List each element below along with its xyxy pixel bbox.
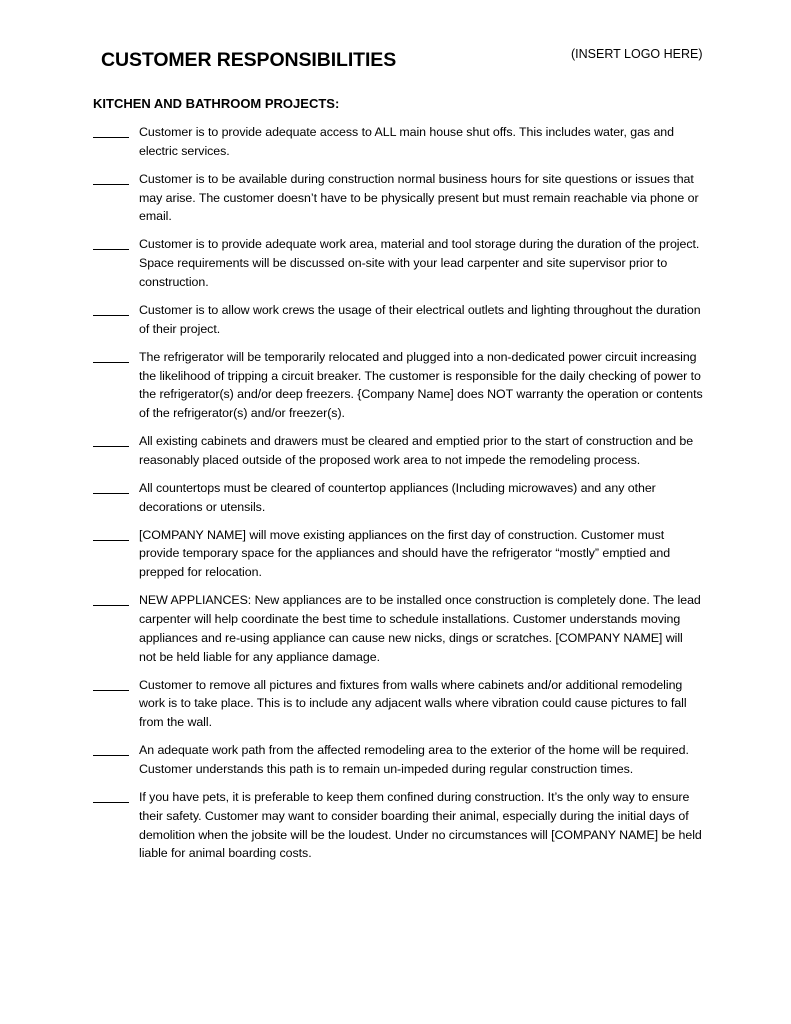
item-text: Customer is to allow work crews the usage of their electrical outlets and lighting throughout the duration of their project.: [139, 302, 701, 336]
item-text: Customer is to provide adequate work area, material and tool storage during the duration of the project. Space requirements will be discussed on-site with your lead carpenter and site supervisor prior to construction.: [139, 237, 700, 289]
logo-placeholder: (INSERT LOGO HERE): [571, 47, 703, 61]
initial-blank[interactable]: [93, 123, 129, 138]
item-text: An adequate work path from the affected remodeling area to the exterior of the home will be required. Customer understands this path is to remain un-impeded during regular construction times.: [139, 743, 689, 776]
item-text: All existing cabinets and drawers must be cleared and emptied prior to the start of construction and be reasonably placed outside of the proposed work area to not impede the remodeling process.: [139, 434, 694, 467]
item-text: Customer is to provide adequate access to ALL main house shut offs. This includes water, gas and electric services.: [139, 125, 674, 158]
list-item: [93, 348, 703, 423]
section-heading: KITCHEN AND BATHROOM PROJECTS:: [93, 96, 340, 111]
initial-blank[interactable]: [93, 301, 129, 316]
item-text: All countertops must be cleared of countertop appliances (Including microwaves) and any other decorations or utensils.: [139, 480, 656, 514]
initial-blank[interactable]: [93, 788, 129, 803]
initial-blank[interactable]: [93, 235, 129, 250]
initial-blank[interactable]: [93, 479, 129, 494]
item-text: [COMPANY NAME] will move existing appliances on the first day of construction. Customer must provide temporary space for the appliances and should have the refrigerator “mostly” emptied and prepped for relocation.: [139, 527, 671, 580]
initial-blank[interactable]: [93, 676, 129, 691]
list-item: [93, 526, 703, 582]
responsibility-list: [93, 123, 703, 872]
initial-blank[interactable]: [93, 741, 129, 756]
list-item: [93, 301, 703, 339]
list-item: [93, 235, 703, 291]
list-item: [93, 788, 703, 863]
item-text: If you have pets, it is preferable to keep them confined during construction. It’s the only way to ensure their safety. Customer may want to consider boarding their animal, especially during the initial days of demolition when the jobsite will be the loudest. Under no circumstances will [COMPANY NAME] be held liable for animal boarding costs.: [139, 789, 702, 861]
item-text: Customer to remove all pictures and fixtures from walls where cabinets and/or additional remodeling work is to take place. This is to include any adjacent walls where vibration could cause pictures to fall from the wall.: [139, 677, 687, 730]
list-item: [93, 479, 703, 517]
list-item: [93, 741, 703, 779]
list-item: [93, 123, 703, 161]
list-item: [93, 591, 703, 666]
initial-blank[interactable]: [93, 432, 129, 447]
initial-blank[interactable]: [93, 170, 129, 185]
initial-blank[interactable]: [93, 526, 129, 541]
list-item: [93, 676, 703, 732]
document-title: CUSTOMER RESPONSIBILITIES: [101, 49, 397, 71]
item-text: The refrigerator will be temporarily relocated and plugged into a non-dedicated power circuit increasing the likelihood of tripping a circuit breaker. The customer is responsible for the daily checking of power to the refrigerator(s) and/or deep freezers. {Company Name] does NOT warranty the operation or contents of the refrigerator(s) and/or freezer(s).: [139, 349, 703, 421]
item-text: Customer is to be available during construction normal business hours for site questions or issues that may arise. The customer doesn’t have to be physically present but must remain reachable via phone or email.: [139, 171, 699, 224]
list-item: [93, 170, 703, 226]
initial-blank[interactable]: [93, 348, 129, 363]
initial-blank[interactable]: [93, 591, 129, 606]
item-text: NEW APPLIANCES: New appliances are to be installed once construction is completely done. The lead carpenter will help coordinate the best time to schedule installations. Customer understands moving appliances and re-using appliance can cause new nicks, dings or scratches. [COMPANY NAME] will not be held liable for any appliance damage.: [139, 593, 701, 664]
list-item: [93, 432, 703, 470]
